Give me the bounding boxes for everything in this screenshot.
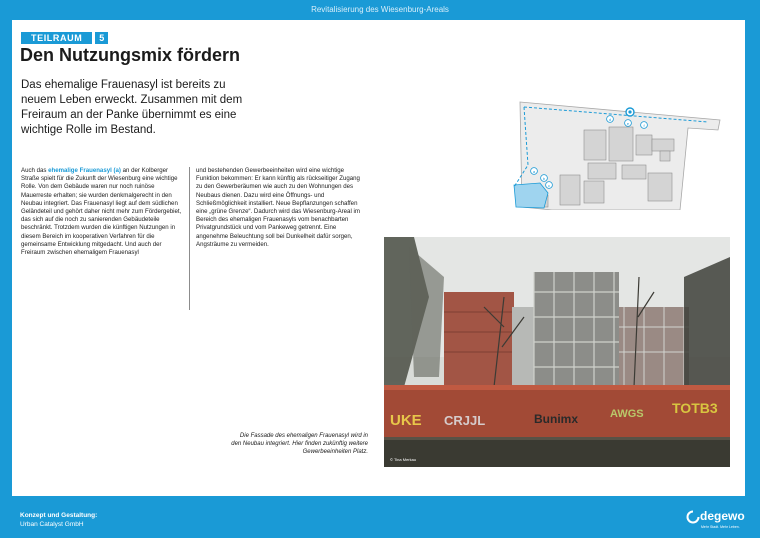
- svg-text:AWGS: AWGS: [610, 408, 644, 420]
- photo-caption: Die Fassade des ehemaligen Frauenasyl wird in den Neubau integriert. Hier finden zukünftig weitere Gewerbeeinheiten Platz.: [231, 433, 368, 455]
- map-marker-label: a: [532, 169, 536, 174]
- body-column-1: [21, 167, 185, 257]
- body-highlight-frauenasyl: ehemalige Frauenasyl (a): [48, 167, 121, 174]
- footer-credit-name: Urban Catalyst GmbH: [20, 521, 84, 528]
- map-marker-label: b: [542, 176, 546, 181]
- svg-text:TOTB3: TOTB3: [672, 400, 718, 416]
- footer-credit: [20, 511, 97, 529]
- page-title: Den Nutzungsmix fördern: [20, 45, 241, 65]
- footer-credit-label: Konzept und Gestaltung:: [20, 512, 98, 519]
- column-divider: [189, 167, 190, 310]
- site-map: [492, 75, 732, 210]
- svg-text:UKE: UKE: [390, 412, 422, 429]
- body-column-2: und bestehenden Gewerbeeinheiten wird eine wichtige Funktion bekommen: Er kann künftig als rückseitiger Zugang zu den Gewerberäumen wie auch zu den Wohnungen des Neubaus dienen. Dazu wird eine Öffnungs- und Schließmöglichkeit installiert. Neue Bepflanzungen schaffen eine „grüne Grenze“. Dadurch wird das Wiesenburg-Areal im Bereich des ehemaligen Frauenasyls vom benachbarten Privatgrundstück und vom Pankeweg getrennt. Eine angenehme Beleuchtung soll bei Dunkelheit dafür sorgen, Angsträume zu vermeiden.: [196, 167, 360, 248]
- map-marker-label: e: [626, 121, 630, 126]
- body-col1-pre: Auch das: [21, 167, 49, 174]
- map-marker-label: d: [608, 117, 612, 122]
- degewo-logo: [686, 508, 745, 532]
- logo-tagline: Mehr Stadt. Mehr Leben.: [701, 525, 740, 529]
- section-number: 5: [95, 32, 108, 44]
- document-header: Revitalisierung des Wiesenburg-Areals: [311, 5, 449, 14]
- svg-text:CRJJL: CRJJL: [444, 413, 486, 428]
- logo-wordmark: degewo: [700, 509, 745, 523]
- teilraum-highlight: [514, 183, 548, 208]
- svg-text:Bunimx: Bunimx: [534, 412, 579, 426]
- body-col1-post: an der Kolberger Straße spielt für die Zukunft der Wiesenburg eine wichtige Rolle. Von dem Gebäude waren nur noch ruinöse Mauerreste erhalten; sie wurden denkmalgerecht in den Neubau integriert. Das Frauenasyl liegt auf dem südlichen Geländeteil und gehört daher nicht mehr zum Fördergebiet, das sich auf die noch zu sanierenden Gebäudeteile beschränkt. Trotzdem wurden die künftigen Nutzungen in diesem Bereich im kooperativen Verfahren für die gemeinsame Entwicklung mitgedacht. Und auch der Freiraum zwischen ehemaligem Frauenasyl: [21, 167, 182, 257]
- section-label-text: TEILRAUM: [21, 32, 92, 44]
- photo-credit: © Tina Merkau: [390, 457, 417, 462]
- map-marker-label: f: [643, 123, 645, 128]
- section-label: [21, 32, 108, 44]
- logo-mark-icon: [686, 510, 700, 524]
- map-marker-label: c: [548, 183, 550, 188]
- lead-paragraph: Das ehemalige Frauenasyl ist bereits zu neuem Leben erweckt. Zusammen mit dem Freiraum an der Panke übernimmt es eine wichtige Rolle im Bestand.: [21, 79, 243, 136]
- building-photo: [384, 237, 730, 467]
